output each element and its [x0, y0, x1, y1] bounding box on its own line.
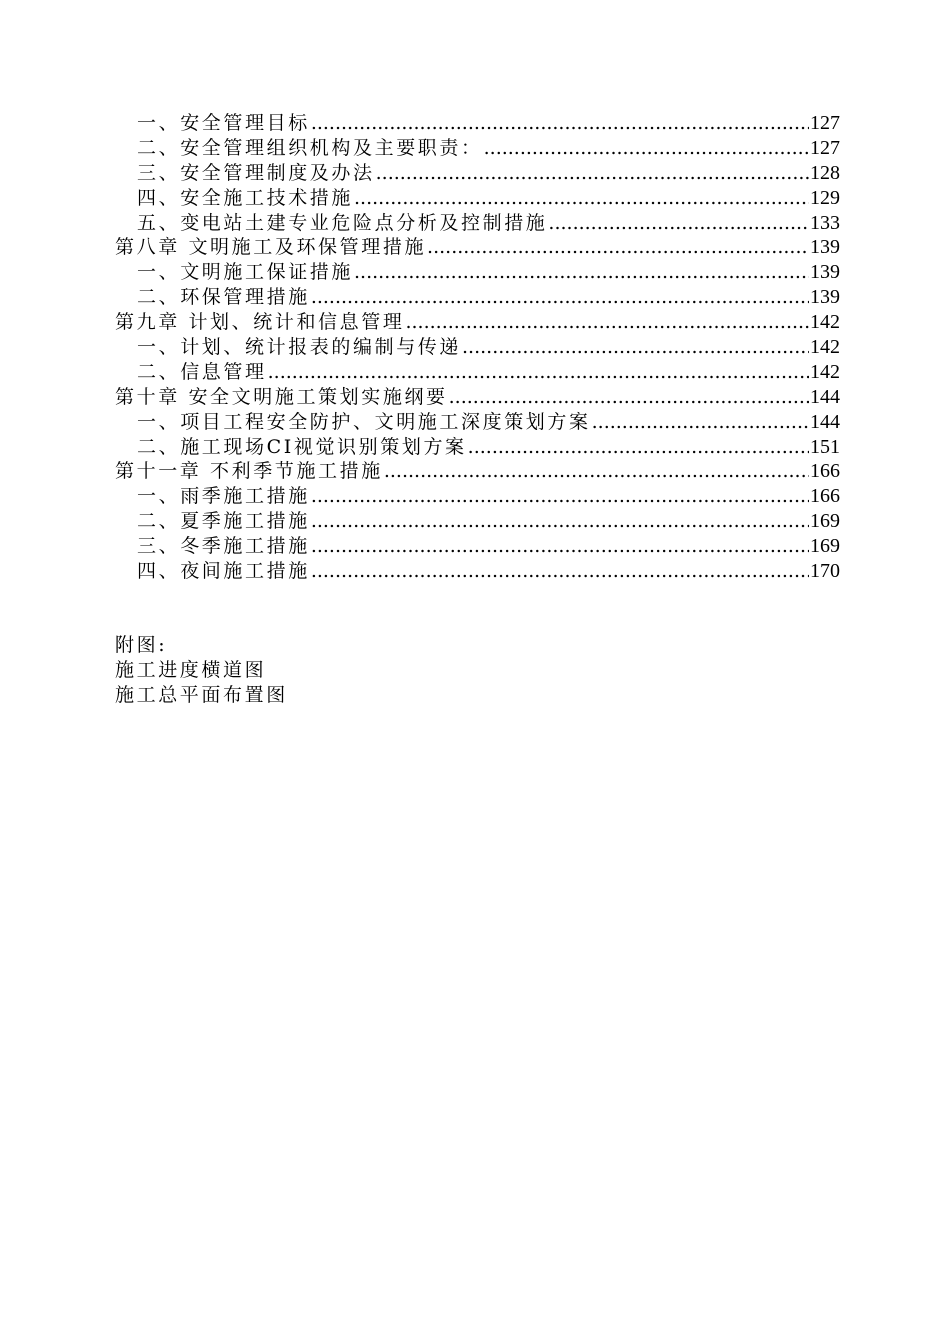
toc-page-number: 144 [810, 385, 840, 408]
toc-entry-label: 五、变电站土建专业危险点分析及控制措施 [137, 211, 548, 234]
toc-page-number: 142 [810, 311, 840, 334]
toc-entry-label: 一、雨季施工措施 [137, 485, 310, 508]
toc-entry-label: 第十一章 不利季节施工措施 [115, 460, 383, 483]
toc-dot-leader [384, 459, 809, 484]
toc-entry-label: 一、文明施工保证措施 [137, 261, 354, 284]
toc-dot-leader [268, 360, 809, 385]
toc-dot-leader [311, 111, 809, 136]
toc-entry-label: 二、安全管理组织机构及主要职责： [137, 136, 483, 159]
toc-chapter-entry[interactable] [115, 459, 840, 484]
toc-page-number: 170 [810, 560, 840, 583]
toc-page-number: 128 [810, 161, 840, 184]
toc-dot-leader [468, 435, 809, 460]
toc-entry-label: 二、夏季施工措施 [137, 510, 310, 533]
toc-page-number: 142 [810, 336, 840, 359]
toc-section-entry[interactable] [115, 285, 840, 310]
toc-entry-label: 一、安全管理目标 [137, 112, 310, 134]
toc-page-number: 151 [810, 435, 840, 458]
toc-section-entry[interactable] [115, 111, 840, 136]
toc-dot-leader [311, 509, 809, 534]
toc-page-number: 169 [810, 535, 840, 558]
toc-section-entry[interactable] [115, 360, 840, 385]
toc-section-entry[interactable] [115, 410, 840, 435]
toc-dot-leader [376, 161, 809, 186]
toc-page-number: 139 [810, 261, 840, 284]
toc-dot-leader [354, 186, 809, 211]
toc-entry-label: 二、信息管理 [137, 360, 267, 383]
toc-page-number: 166 [810, 485, 840, 508]
toc-section-entry[interactable] [115, 211, 840, 236]
appendix-section [115, 633, 288, 708]
toc-section-entry[interactable] [115, 435, 840, 460]
toc-entry-label: 二、环保管理措施 [137, 286, 310, 309]
toc-dot-leader [484, 136, 809, 161]
toc-section-entry[interactable] [115, 136, 840, 161]
toc-page-number: 166 [810, 460, 840, 483]
toc-entry-label: 第九章 计划、统计和信息管理 [115, 311, 405, 334]
toc-entry-label: 第十章 安全文明施工策划实施纲要 [115, 385, 448, 408]
toc-page-number: 144 [810, 410, 840, 433]
toc-section-entry[interactable] [115, 260, 840, 285]
toc-chapter-entry[interactable] [115, 235, 840, 260]
toc-entry-label: 三、安全管理制度及办法 [137, 161, 375, 184]
toc-dot-leader [311, 534, 809, 559]
toc-chapter-entry[interactable] [115, 385, 840, 410]
toc-dot-leader [354, 260, 809, 285]
toc-section-entry[interactable] [115, 559, 840, 584]
toc-page-number: 142 [810, 360, 840, 383]
toc-entry-label: 第八章 文明施工及环保管理措施 [115, 236, 427, 259]
toc-dot-leader [592, 410, 809, 435]
toc-entry-label: 一、计划、统计报表的编制与传递 [137, 336, 462, 359]
toc-page-number: 127 [810, 136, 840, 159]
toc-entry-label: 四、夜间施工措施 [137, 560, 310, 583]
toc-page-number: 127 [810, 112, 840, 134]
toc-dot-leader [311, 285, 809, 310]
appendix-item: 施工进度横道图 [115, 659, 267, 681]
toc-page-number: 133 [810, 211, 840, 234]
toc-section-entry[interactable] [115, 186, 840, 211]
toc-chapter-entry[interactable] [115, 310, 840, 335]
toc-entry-label: 四、安全施工技术措施 [137, 186, 354, 209]
toc-dot-leader [405, 310, 809, 335]
toc-entry-label: 一、项目工程安全防护、文明施工深度策划方案 [137, 410, 591, 433]
toc-dot-leader [427, 235, 809, 260]
table-of-contents [115, 111, 840, 584]
toc-section-entry[interactable] [115, 161, 840, 186]
toc-entry-label: 三、冬季施工措施 [137, 535, 310, 558]
toc-section-entry[interactable] [115, 509, 840, 534]
toc-dot-leader [548, 211, 809, 236]
toc-section-entry[interactable] [115, 534, 840, 559]
toc-page-number: 169 [810, 510, 840, 533]
toc-section-entry[interactable] [115, 335, 840, 360]
appendix-heading: 附图: [115, 634, 168, 656]
toc-page-number: 129 [810, 186, 840, 209]
toc-page-number: 139 [810, 286, 840, 309]
toc-entry-label: 二、施工现场CI视觉识别策划方案 [137, 435, 467, 458]
toc-dot-leader [311, 559, 809, 584]
toc-dot-leader [311, 484, 809, 509]
toc-dot-leader [462, 335, 809, 360]
toc-dot-leader [449, 385, 809, 410]
toc-section-entry[interactable] [115, 484, 840, 509]
toc-page-number: 139 [810, 236, 840, 259]
appendix-item: 施工总平面布置图 [115, 684, 288, 706]
